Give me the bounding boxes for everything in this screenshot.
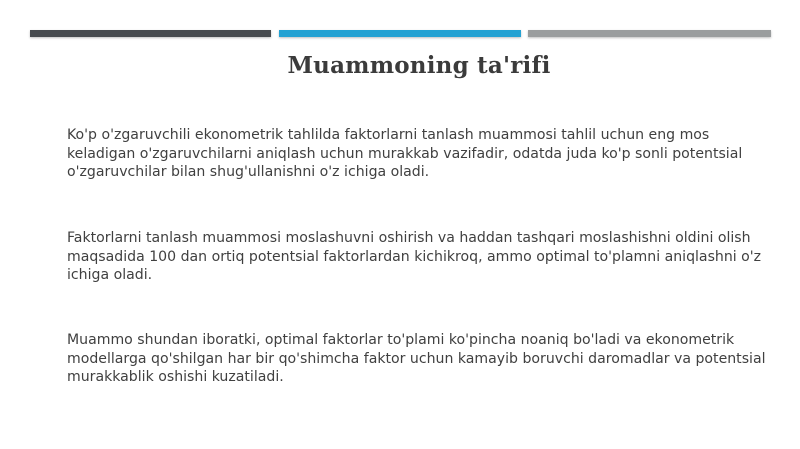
slide-title: Muammoning ta'rifi <box>287 52 551 79</box>
paragraph-3: Muammo shundan iboratki, optimal faktorlar to'plami ko'pincha noaniq bo'ladi va ekonometrik modellarga qo'shilgan har bir qo'shimcha faktor uchun kamayib boruvchi daromadlar va potentsial murakkablik oshishi kuzatiladi. <box>67 332 766 385</box>
accent-bar-blue <box>279 30 521 37</box>
accent-bars <box>30 30 771 38</box>
paragraph-1: Ko'p o'zgaruvchili ekonometrik tahlilda faktorlarni tanlash muammosi tahlil uchun eng mos keladigan o'zgaruvchilarni aniqlash uchun murakkab vazifadir, odatda juda ko'p sonli potentsial o'zgaruvchilar bilan shug'ullanishni o'z ichiga oladi. <box>67 127 743 180</box>
paragraph-2: Faktorlarni tanlash muammosi moslashuvni oshirish va haddan tashqari moslashishni oldini olish maqsadida 100 dan ortiq potentsial faktorlardan kichikroq, ammo optimal to'plamni aniqlashni o'z ichiga oladi. <box>67 230 762 283</box>
accent-bar-gray <box>528 30 771 37</box>
accent-bar-dark <box>30 30 271 37</box>
